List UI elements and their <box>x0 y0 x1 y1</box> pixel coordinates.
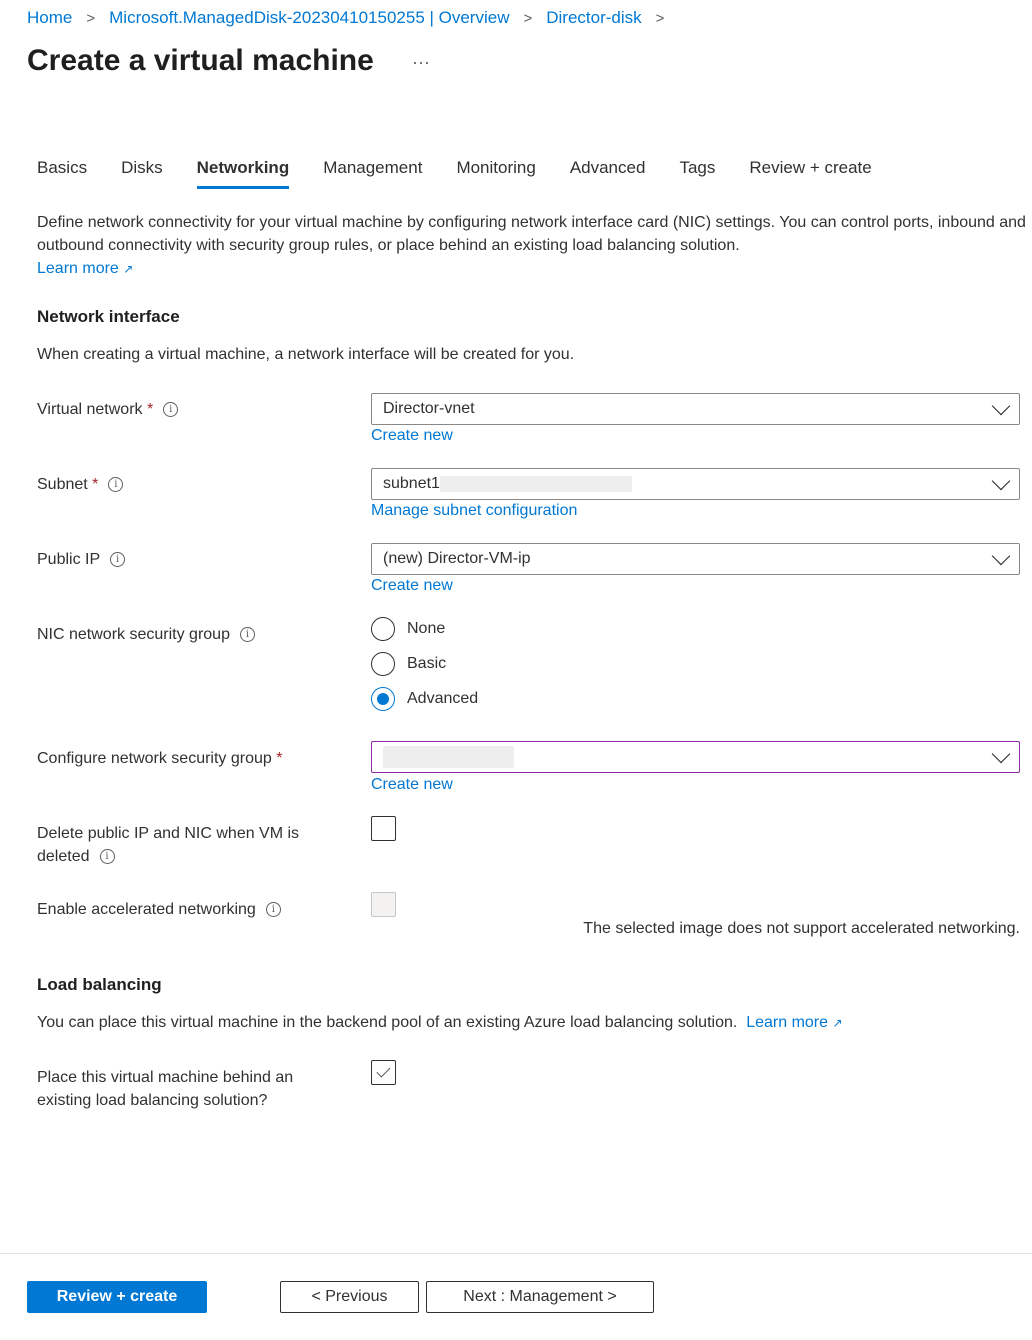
radio-circle-selected[interactable] <box>371 687 395 711</box>
tab-review-create[interactable]: Review + create <box>749 158 872 177</box>
configure-nsg-dropdown[interactable] <box>371 741 1020 773</box>
external-link-icon: ↗ <box>832 1016 843 1030</box>
more-options-icon[interactable]: ··· <box>412 52 430 72</box>
delete-public-ip-checkbox[interactable] <box>371 816 396 841</box>
breadcrumb-home[interactable]: Home <box>27 8 73 27</box>
load-balancer-label: Place this virtual machine behind an existing load balancing solution? <box>37 1069 294 1109</box>
info-icon[interactable]: i <box>108 477 123 492</box>
redacted-text <box>383 746 514 768</box>
load-balancing-learn-more-link[interactable]: Learn more ↗ <box>746 1014 843 1031</box>
chevron-down-icon <box>992 472 1011 491</box>
network-interface-text: When creating a virtual machine, a network interface will be created for you. <box>37 346 575 363</box>
chevron-down-icon <box>992 547 1011 566</box>
info-icon[interactable]: i <box>240 627 255 642</box>
subnet-dropdown[interactable]: subnet1 <box>371 468 1020 500</box>
next-management-button[interactable]: Next : Management > <box>426 1281 654 1313</box>
public-ip-create-new-link[interactable]: Create new <box>371 577 453 594</box>
nsg-create-new-link[interactable]: Create new <box>371 776 453 793</box>
nic-nsg-label: NIC network security group i <box>37 623 255 646</box>
tab-networking[interactable]: Networking <box>197 158 290 189</box>
configure-nsg-label: Configure network security group * <box>37 750 283 767</box>
subnet-label: Subnet * i <box>37 473 123 496</box>
learn-more-link[interactable]: Learn more ↗ <box>37 260 134 277</box>
radio-circle[interactable] <box>371 652 395 676</box>
page-title: Create a virtual machine <box>27 44 374 77</box>
previous-button[interactable]: < Previous <box>280 1281 419 1313</box>
nsg-radio-none[interactable]: None <box>371 617 445 641</box>
tab-monitoring[interactable]: Monitoring <box>456 158 536 177</box>
chevron-right-icon: > <box>655 9 665 27</box>
redacted-text <box>440 476 632 492</box>
tab-basics[interactable]: Basics <box>37 158 88 177</box>
network-interface-heading: Network interface <box>37 307 180 326</box>
external-link-icon: ↗ <box>123 262 134 276</box>
accelerated-networking-note: The selected image does not support accelerated networking. <box>583 920 1020 937</box>
vnet-create-new-link[interactable]: Create new <box>371 427 453 444</box>
info-icon[interactable]: i <box>266 902 281 917</box>
description-text: Define network connectivity for your virtual machine by configuring network interface card (NIC) settings. You can control ports, inbound and outbound connectivity with security group rules, or place behind an existing load balancing solution. <box>37 214 1026 254</box>
tab-bar <box>37 158 906 189</box>
accelerated-networking-label: Enable accelerated networking i <box>37 898 281 921</box>
tab-tags[interactable]: Tags <box>679 158 716 177</box>
footer <box>0 1253 1032 1340</box>
breadcrumb-director-disk[interactable]: Director-disk <box>546 8 642 27</box>
radio-circle[interactable] <box>371 617 395 641</box>
tab-disks[interactable]: Disks <box>121 158 163 177</box>
chevron-right-icon: > <box>523 9 533 27</box>
public-ip-dropdown[interactable]: (new) Director-VM-ip <box>371 543 1020 575</box>
chevron-down-icon <box>992 397 1011 416</box>
description <box>37 211 1027 281</box>
info-icon[interactable]: i <box>110 552 125 567</box>
info-icon[interactable]: i <box>100 849 115 864</box>
nsg-radio-basic[interactable]: Basic <box>371 652 446 676</box>
tab-advanced[interactable]: Advanced <box>569 158 646 177</box>
review-create-button[interactable]: Review + create <box>27 1281 207 1313</box>
breadcrumb <box>27 8 678 28</box>
breadcrumb-managed-disk[interactable]: Microsoft.ManagedDisk-20230410150255 | Overview <box>109 8 510 27</box>
delete-public-ip-label: Delete public IP and NIC when VM is deleted i <box>37 825 300 865</box>
virtual-network-dropdown[interactable]: Director-vnet <box>371 393 1020 425</box>
tab-management[interactable]: Management <box>323 158 423 177</box>
virtual-network-label: Virtual network * i <box>37 398 178 421</box>
load-balancing-heading: Load balancing <box>37 975 162 994</box>
info-icon[interactable]: i <box>163 402 178 417</box>
accelerated-networking-checkbox[interactable] <box>371 892 396 917</box>
chevron-right-icon: > <box>86 9 96 27</box>
chevron-down-icon <box>992 745 1011 764</box>
public-ip-label: Public IP i <box>37 548 125 571</box>
load-balancer-checkbox[interactable] <box>371 1060 396 1085</box>
nsg-radio-advanced[interactable]: Advanced <box>371 687 478 711</box>
load-balancing-text: You can place this virtual machine in the backend pool of an existing Azure load balancing solution. Learn more ↗ <box>37 1014 843 1031</box>
manage-subnet-link[interactable]: Manage subnet configuration <box>371 502 578 519</box>
